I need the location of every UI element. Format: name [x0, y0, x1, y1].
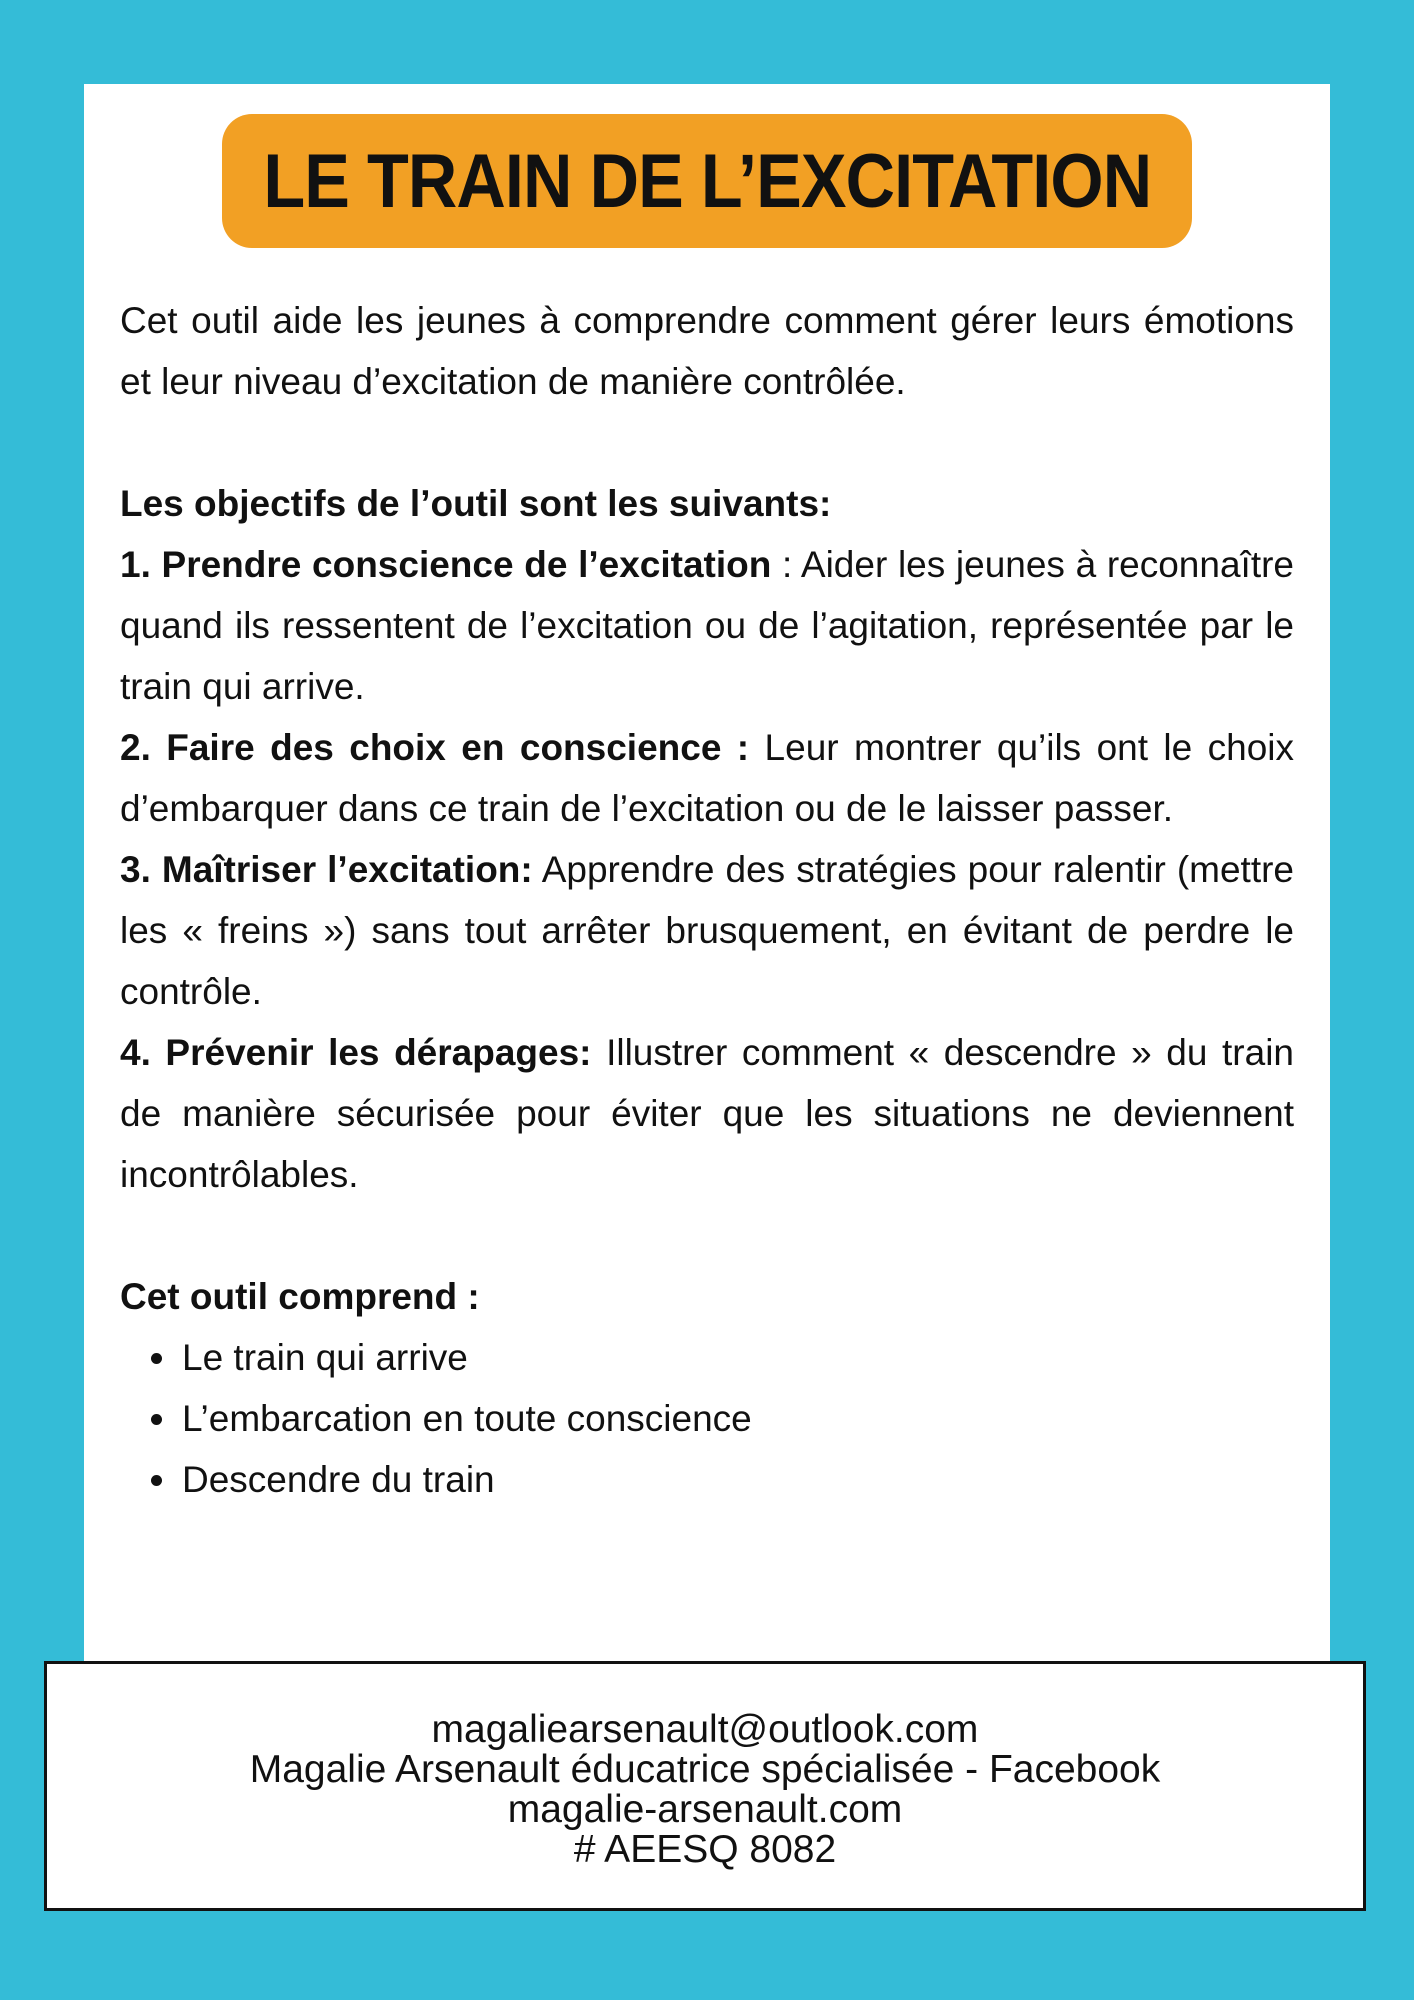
objective-text: : Aider les jeunes à reconnaître quand ils ressentent de l’excitation ou de l’agitation, représentée par le train qui arrive.: [120, 544, 1294, 707]
contact-footer: [44, 1661, 1366, 1911]
contact-website[interactable]: magalie-arsenault.com: [507, 1788, 903, 1831]
objective-text: Leur montrer qu’ils ont le choix d’embarquer dans ce train de l’excitation ou de le laisser passer.: [120, 727, 1294, 829]
main-content: [120, 290, 1294, 1510]
member-number: # AEESQ 8082: [573, 1828, 837, 1871]
objective-label: 4. Prévenir les dérapages:: [120, 1032, 592, 1073]
objective-label: 1. Prendre conscience de l’excitation: [120, 544, 772, 585]
objective-item: [120, 717, 1294, 839]
objective-label: 3. Maîtriser l’excitation:: [120, 849, 533, 890]
includes-list: [120, 1327, 1294, 1510]
page-title: LE TRAIN DE L’EXCITATION: [263, 138, 1151, 224]
contact-email[interactable]: magaliearsenault@outlook.com: [431, 1708, 979, 1751]
objective-text: Illustrer comment « descendre » du train de manière sécurisée pour éviter que les situations ne deviennent incontrôlables.: [120, 1032, 1294, 1195]
intro-paragraph: Cet outil aide les jeunes à comprendre comment gérer leurs émotions et leur niveau d’excitation de manière contrôlée.: [120, 300, 1294, 402]
list-item: • Descendre du train: [180, 1449, 1294, 1510]
objective-label: 2. Faire des choix en conscience :: [120, 727, 750, 768]
includes-heading: Cet outil comprend :: [120, 1276, 480, 1317]
objectives-list: [120, 534, 1294, 1205]
objectives-heading: Les objectifs de l’outil sont les suivants:: [120, 483, 832, 524]
objective-item: [120, 839, 1294, 1022]
contact-facebook[interactable]: Magalie Arsenault éducatrice spécialisée - Facebook: [249, 1748, 1161, 1791]
objective-item: [120, 1022, 1294, 1205]
title-banner: [222, 114, 1192, 248]
objective-item: [120, 534, 1294, 717]
objective-text: Apprendre des stratégies pour ralentir (mettre les « freins ») sans tout arrêter brusquement, en évitant de perdre le contrôle.: [120, 849, 1294, 1012]
list-item: • Le train qui arrive: [180, 1327, 1294, 1388]
spacer: [120, 412, 1294, 473]
list-item: • L’embarcation en toute conscience: [180, 1388, 1294, 1449]
spacer: [120, 1205, 1294, 1266]
